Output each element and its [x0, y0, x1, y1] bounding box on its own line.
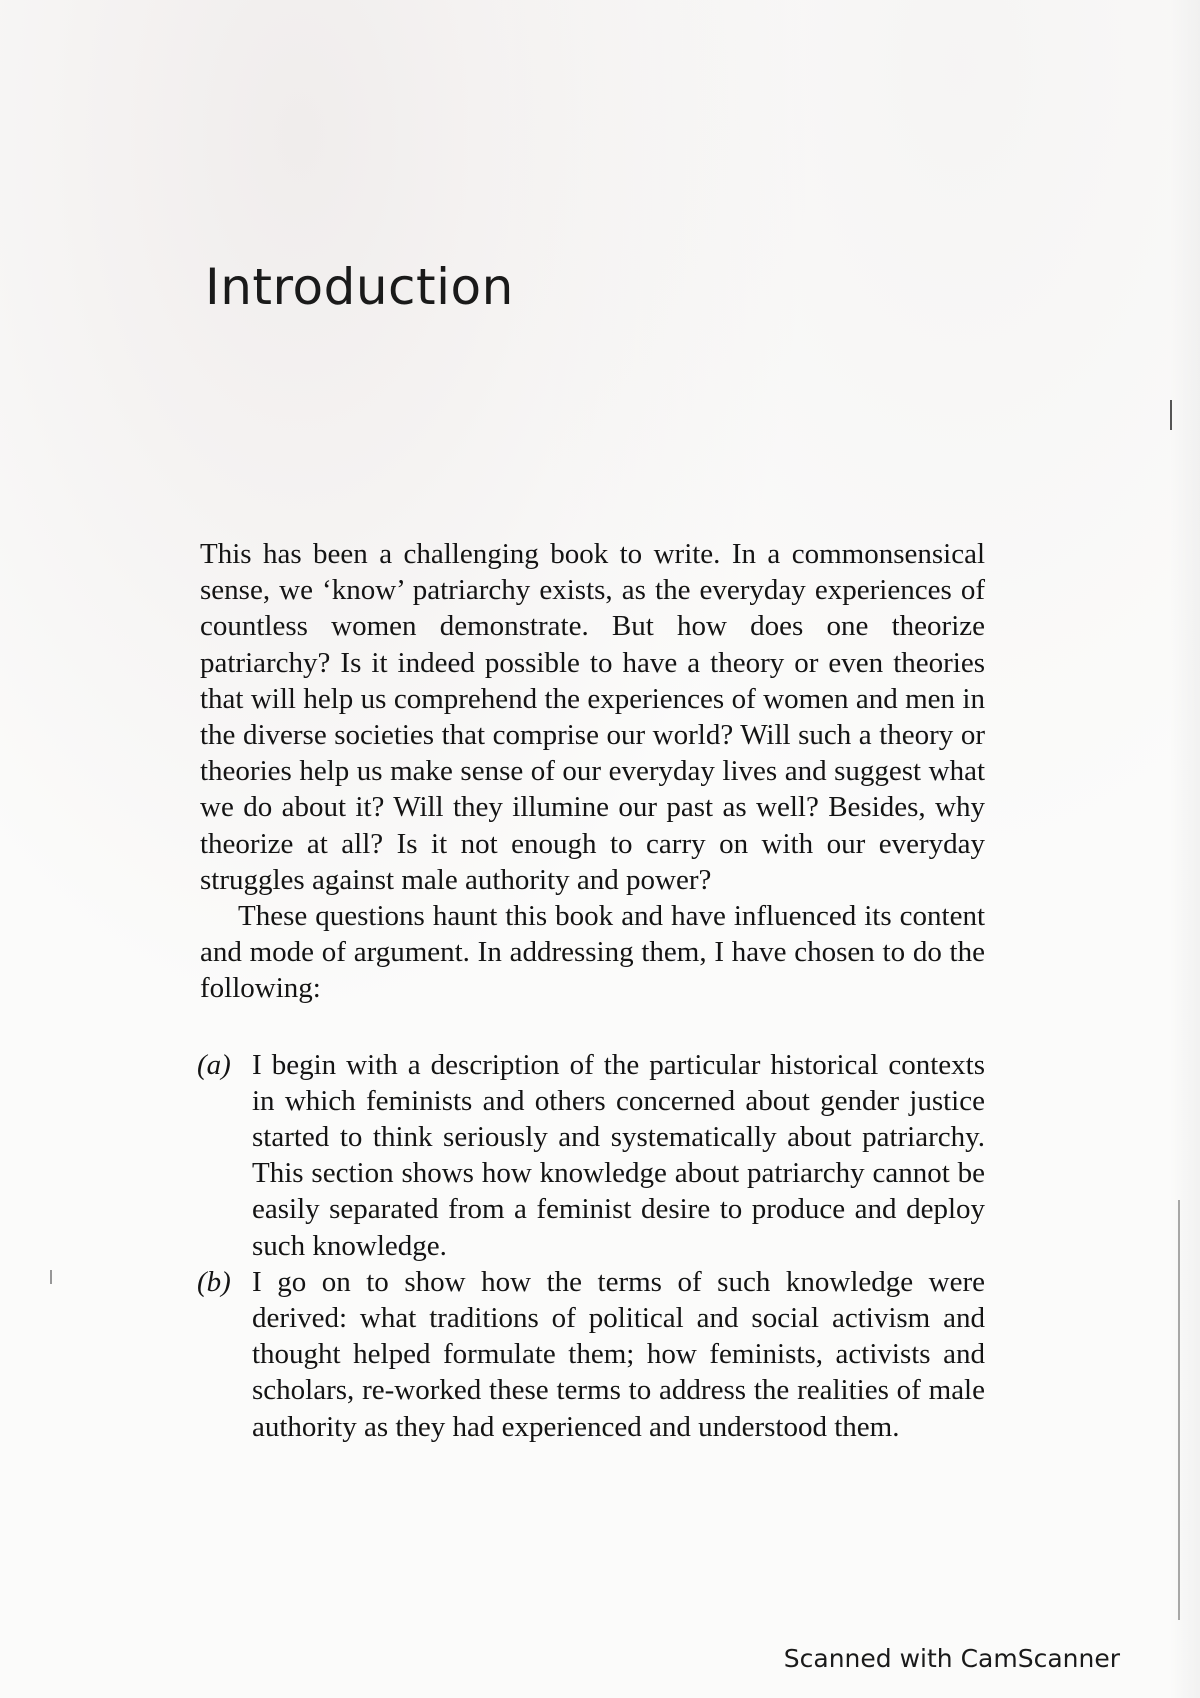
- scan-artifact-mark: [1170, 400, 1172, 430]
- list-item: [197, 1264, 985, 1445]
- scan-artifact-line: [1178, 1200, 1180, 1620]
- list-item-text: I begin with a description of the particular historical contexts in which feminists and others concerned about gender justice started to think seriously and systematically about patriarchy. This section shows how knowledge about patriarchy cannot be easily separated from a feminist desire to produce and deploy such knowledge.: [252, 1048, 985, 1262]
- paragraph: This has been a challenging book to write. In a commonsensical sense, we ‘know’ patriarchy exists, as the everyday experiences of countless women demonstrate. But how does one theorize patriarchy? Is it indeed possible to have a theory or even theories that will help us comprehend the experiences of women and men in the diverse societies that comprise our world? Will such a theory or theories help us make sense of our everyday lives and suggest what we do about it? Will they illumine our past as well? Besides, why theorize at all? Is it not enough to carry on with our everyday struggles against male authority and power?: [200, 538, 985, 896]
- list-item-text: I go on to show how the terms of such knowledge were derived: what traditions of political and social activism and thought helped formulate them; how feminists, activists and scholars, re-worked these terms to address the realities of male authority as they had experienced and understood them.: [252, 1265, 985, 1443]
- list-marker: (a): [197, 1048, 231, 1081]
- list-item: [197, 1047, 985, 1264]
- body-text: [197, 536, 985, 1445]
- page-edge-shadow: [1170, 0, 1200, 1698]
- scanner-watermark: Scanned with CamScanner: [783, 1644, 1120, 1673]
- list-marker: (b): [197, 1265, 231, 1298]
- paragraph: These questions haunt this book and have influenced its content and mode of argument. In addressing them, I have chosen to do the following:: [200, 900, 985, 1005]
- chapter-title: Introduction: [205, 258, 514, 316]
- enumerated-list: [197, 1047, 985, 1445]
- scan-artifact-speck: [50, 1270, 52, 1284]
